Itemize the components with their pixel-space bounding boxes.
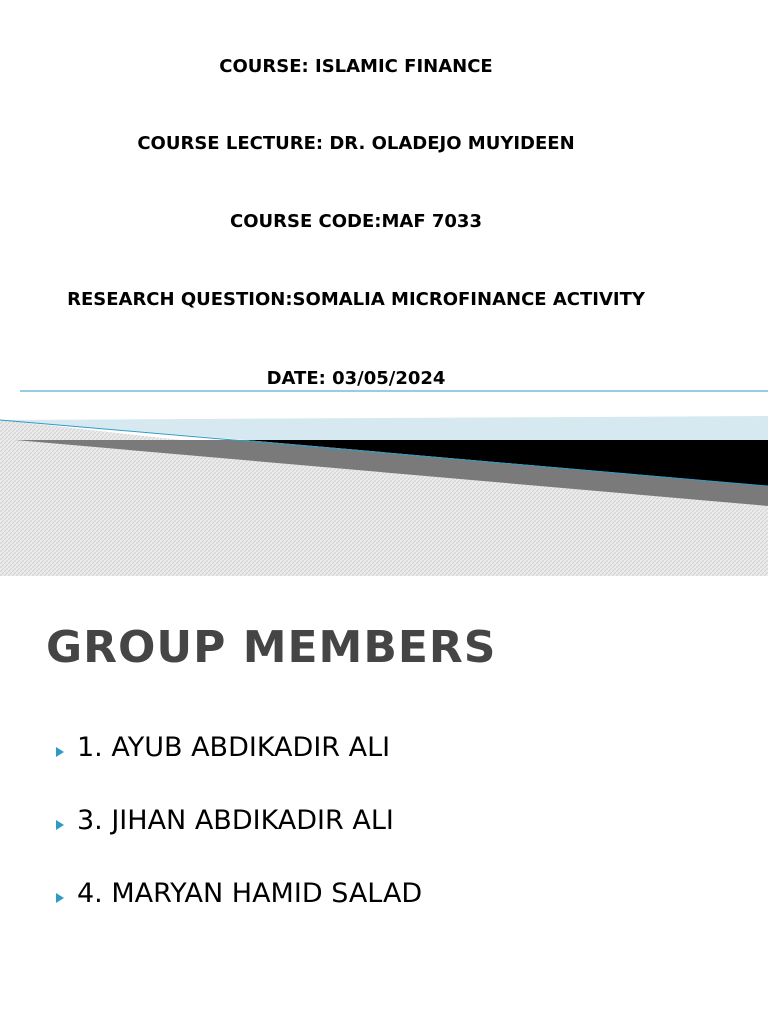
course-code: COURSE CODE:MAF 7033	[230, 211, 482, 232]
presentation-date: DATE: 03/05/2024	[266, 368, 446, 389]
course-lecturer: COURSE LECTURE: DR. OLADEJO MUYIDEEN	[137, 133, 575, 154]
member-name: 3. JIHAN ABDIKADIR ALI	[77, 805, 394, 836]
member-name: 4. MARYAN HAMID SALAD	[77, 878, 423, 909]
bullet-arrow-icon	[56, 747, 64, 757]
bullet-arrow-icon	[56, 893, 64, 903]
bullet-arrow-icon	[56, 820, 64, 830]
member-name: 1. AYUB ABDIKADIR ALI	[77, 732, 391, 763]
research-question: RESEARCH QUESTION:SOMALIA MICROFINANCE ACTIVITY	[67, 289, 645, 310]
decorative-banner	[0, 380, 768, 576]
group-members-slide	[0, 576, 768, 1024]
slide-title: GROUP MEMBERS	[46, 622, 497, 673]
course-name: COURSE: ISLAMIC FINANCE	[219, 56, 493, 77]
